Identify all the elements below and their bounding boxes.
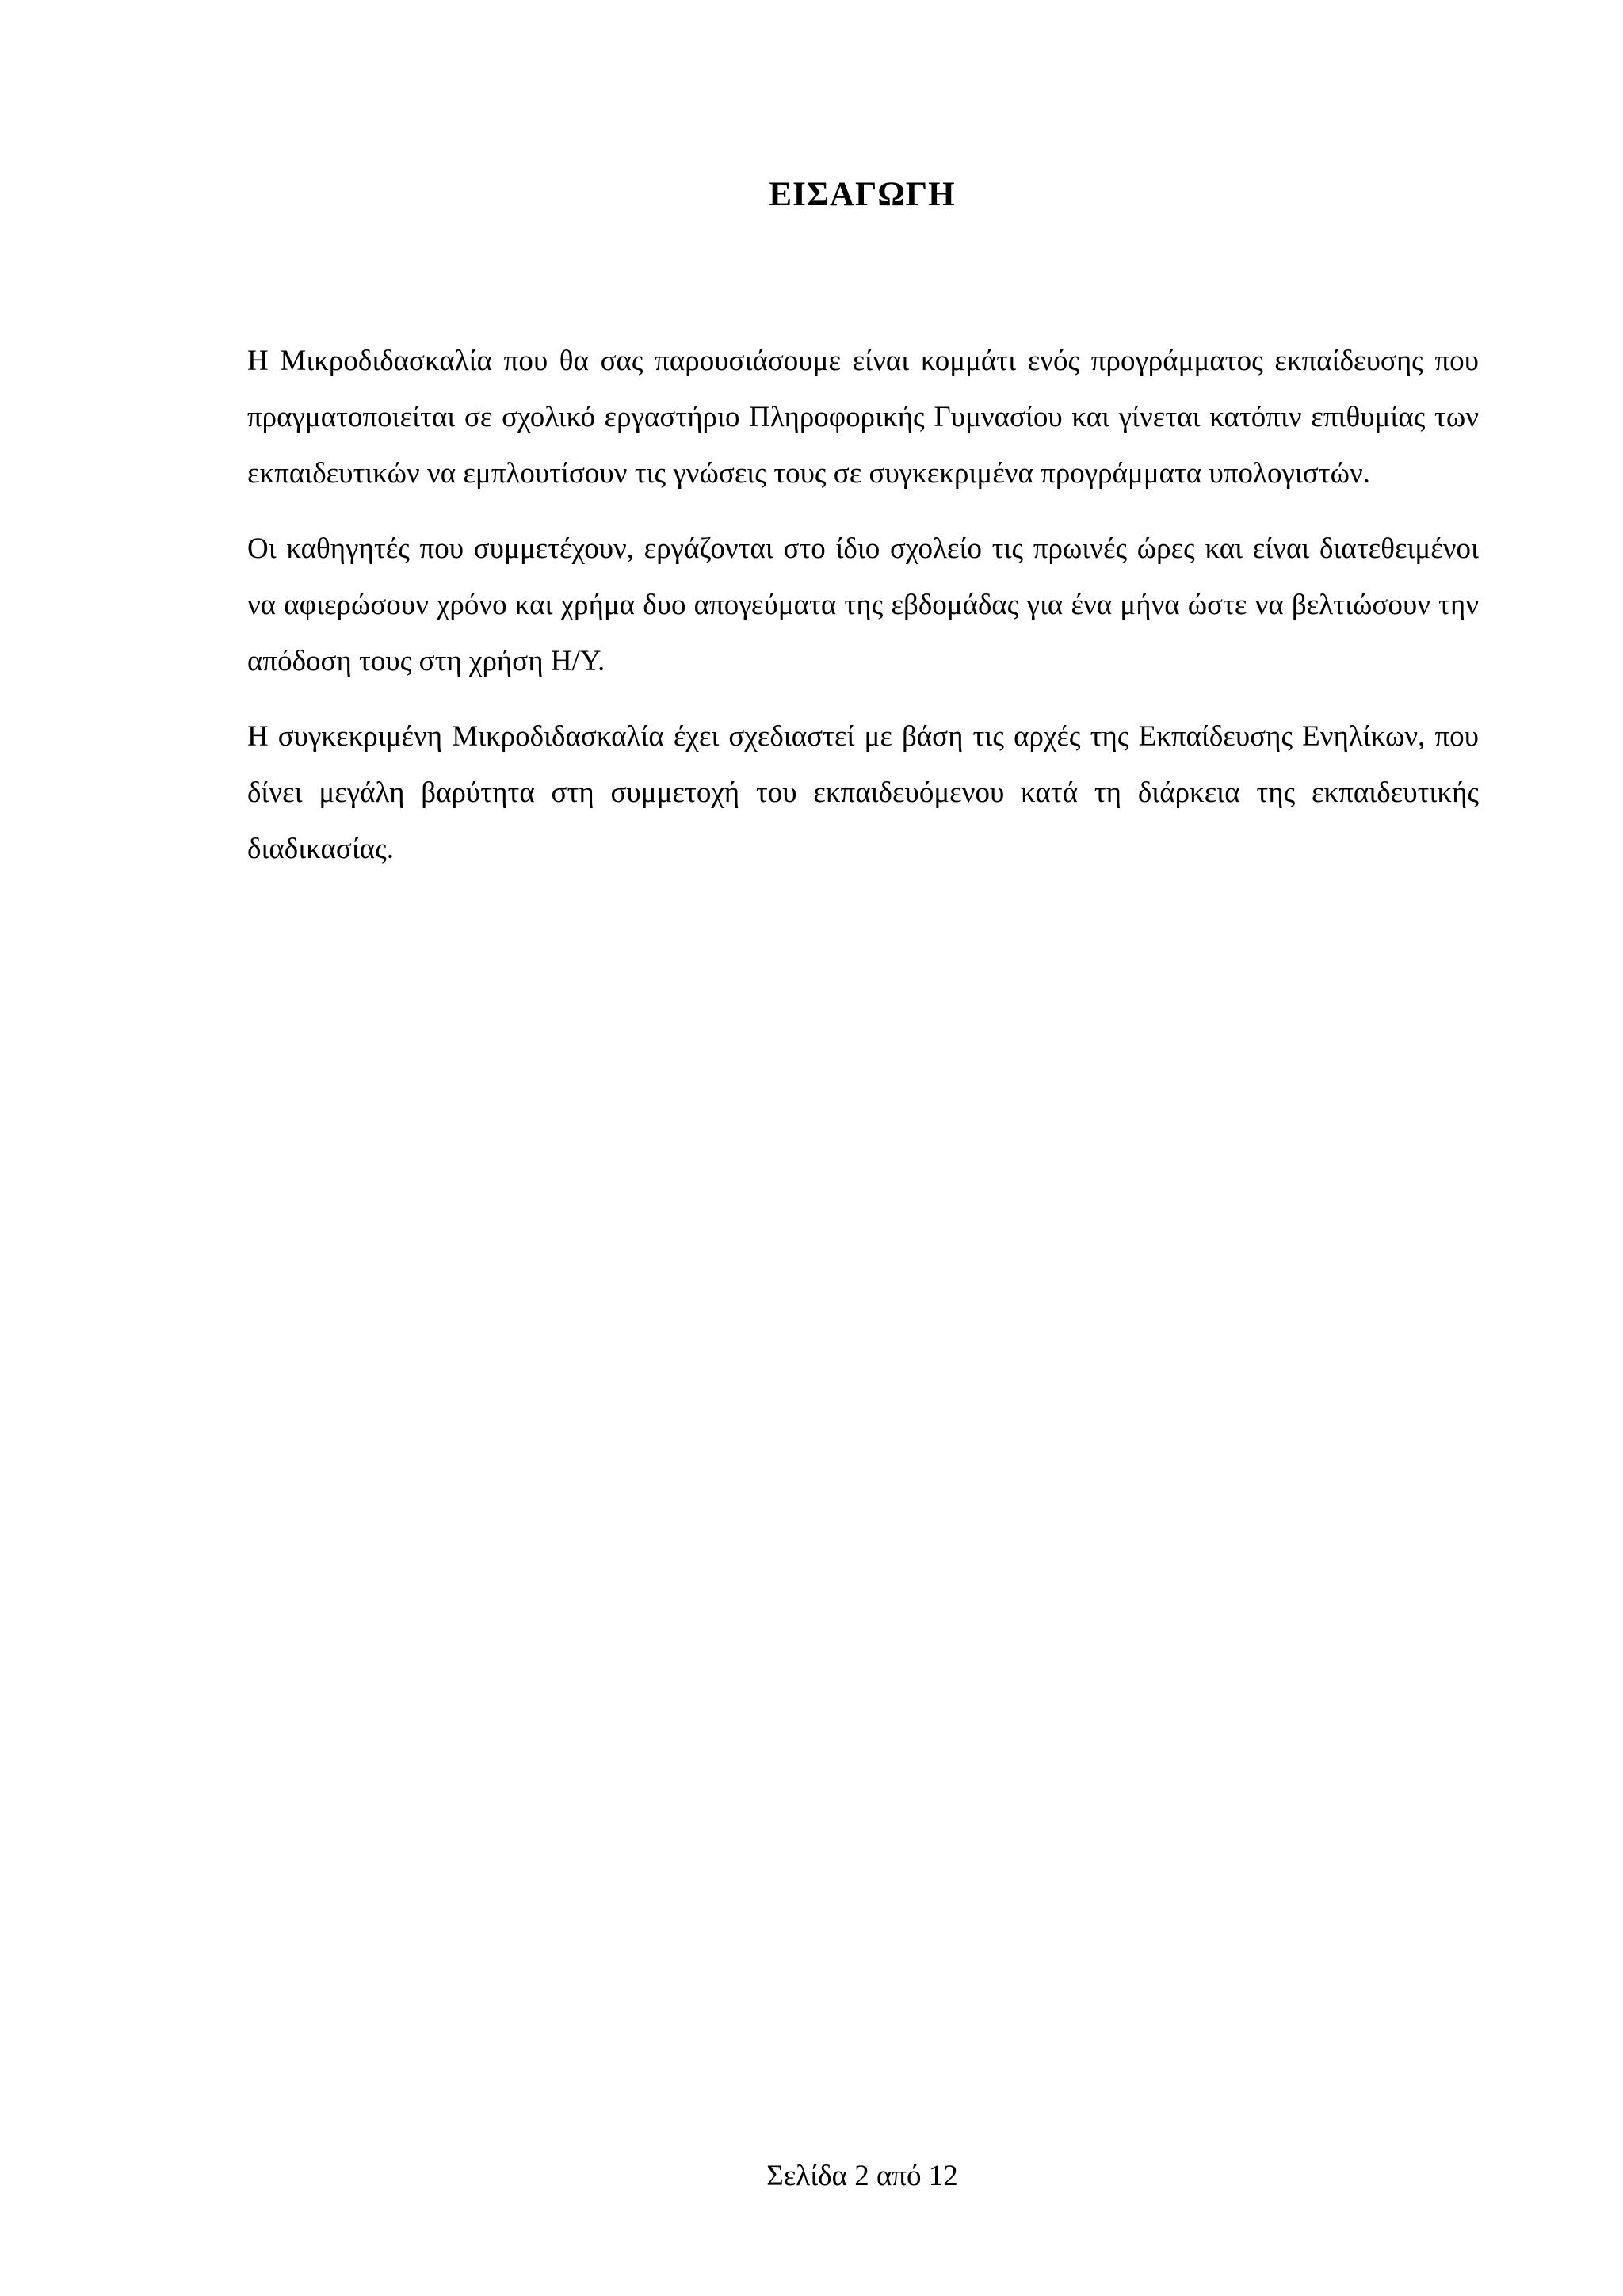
body-text	[247, 333, 1479, 896]
page-title: ΕΙΣΑΓΩΓΗ	[769, 176, 956, 213]
paragraph-intro: Η Μικροδιδασκαλία που θα σας παρουσιάσουμε είναι κομμάτι ενός προγράμματος εκπαίδευσης που πραγματοποιείται σε σχολικό εργαστήριο Πληροφορικής Γυμνασίου και γίνεται κατόπιν επιθυμίας των εκπαιδευτικών να εμπλουτίσουν τις γνώσεις τους σε συγκεκριμένα προγράμματα υπολογιστών.	[247, 345, 1479, 490]
paragraph-participants: Οι καθηγητές που συμμετέχουν, εργάζονται στο ίδιο σχολείο τις πρωινές ώρες και είναι διατεθειμένοι να αφιερώσουν χρόνο και χρήμα δυο απογεύματα της εβδομάδας για ένα μήνα ώστε να βελτιώσουν την απόδοση τους στη χρήση Η/Υ.	[247, 532, 1479, 677]
paragraph-adult-education: Η συγκεκριμένη Μικροδιδασκαλία έχει σχεδιαστεί με βάση τις αρχές της Εκπαίδευσης Ενηλίκων, που δίνει μεγάλη βαρύτητα στη συμμετοχή του εκπαιδευόμενου κατά τη διάρκεια της εκπαιδευτικής διαδικασίας.	[247, 720, 1479, 865]
page-number-footer: Σελίδα 2 από 12	[766, 2160, 958, 2192]
